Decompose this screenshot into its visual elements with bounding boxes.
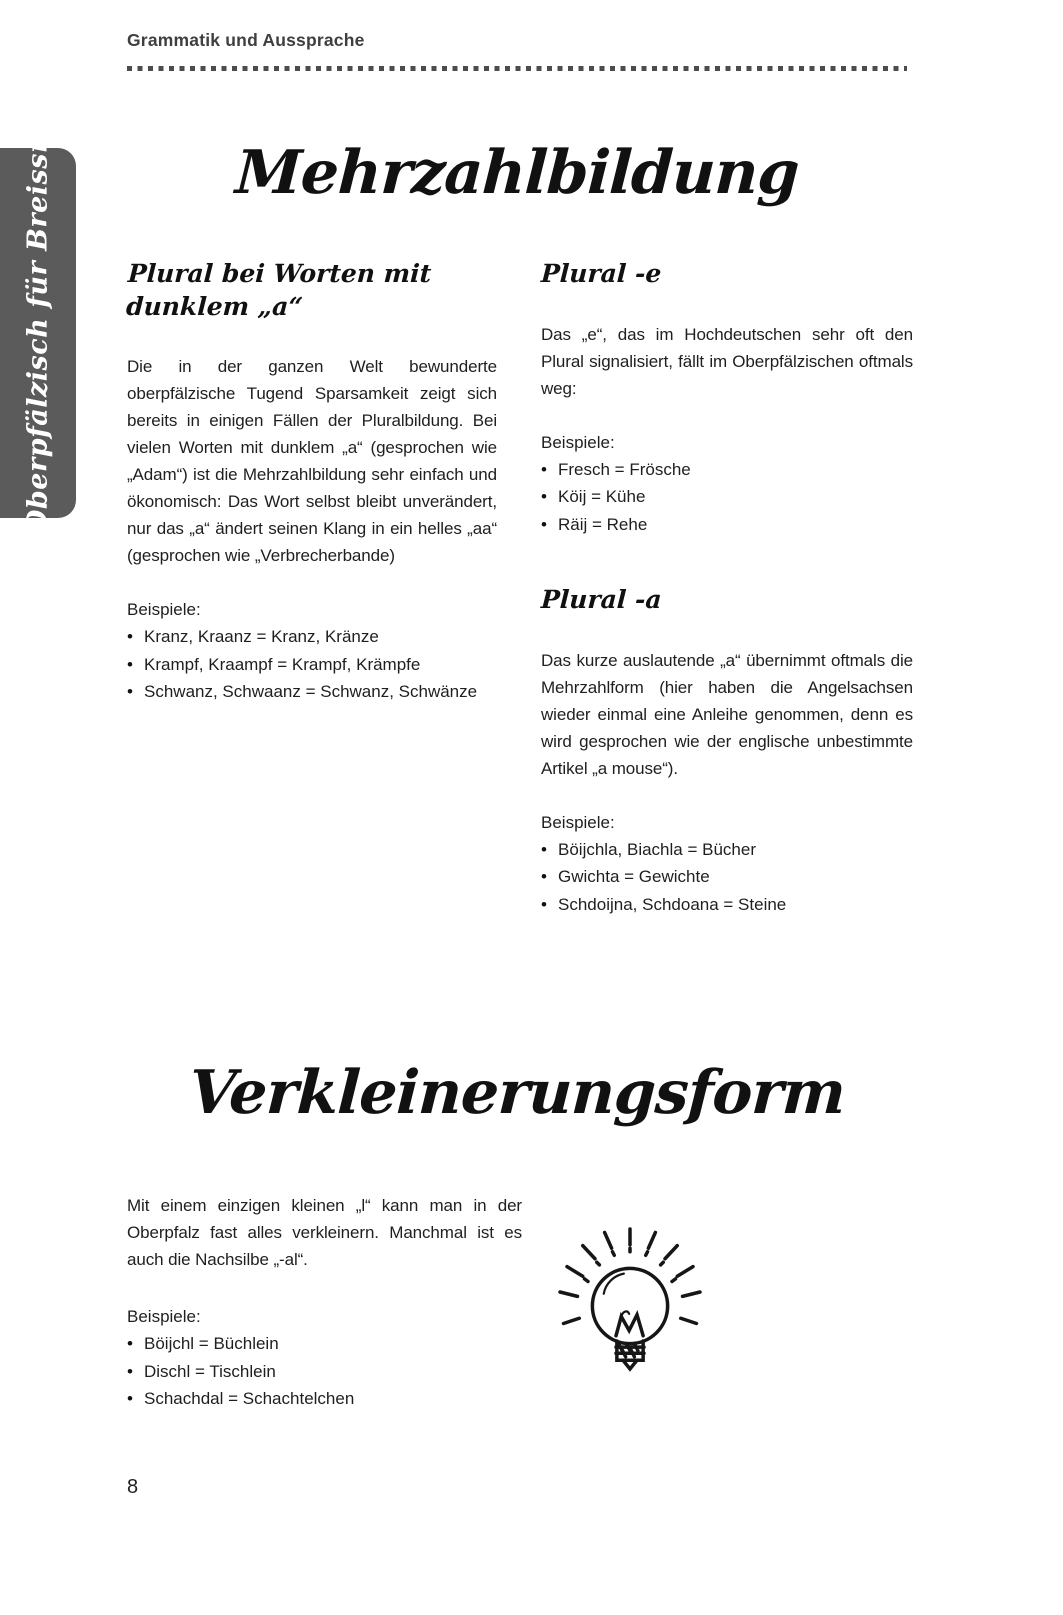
example-item: • Krampf, Kraampf = Krampf, Krämpfe (127, 651, 497, 679)
heading-plural-a: Plural -a (540, 585, 663, 614)
running-header: Grammatik und Aussprache (127, 30, 365, 50)
example-item: • Köij = Kühe (541, 483, 913, 511)
paragraph-plural-e: Das „e“, das im Hochdeutschen sehr oft den Plural signalisiert, fällt im Oberpfälzischen oftmals weg: (541, 324, 913, 398)
example-item: • Schwanz, Schwaanz = Schwanz, Schwänze (127, 678, 497, 706)
example-item: • Räij = Rehe (541, 511, 913, 539)
example-item: • Dischl = Tischlein (127, 1358, 522, 1386)
example-item: • Schdoijna, Schdoana = Steine (541, 891, 913, 919)
sidebar-tab (0, 132, 76, 534)
examples-list-dunkles-a (127, 623, 497, 706)
heading-plural-dunkles-a: Plural bei Worten mit dunklem „a“ (125, 259, 433, 321)
section-title-mehrzahlbildung: Mehrzahlbildung (233, 138, 801, 208)
examples-list-verkleinerung (127, 1330, 522, 1413)
example-item: • Kranz, Kraanz = Kranz, Kränze (127, 623, 497, 651)
lightbulb-icon (540, 1222, 720, 1397)
lightbulb-illustration (540, 1222, 720, 1397)
example-item: • Schachdal = Schachtelchen (127, 1385, 522, 1413)
paragraph-plural-a: Das kurze auslautende „a“ übernimmt oftmals die Mehrzahlform (hier haben die Angelsachsen wieder einmal eine Anleihe genommen, denn es wird gesprochen wie der englische unbestimmte Artikel „a mouse“). (541, 650, 913, 778)
examples-label: Beispiele: (127, 600, 201, 619)
dotted-rule (127, 66, 907, 71)
verkleinerungsform-text (127, 1192, 522, 1413)
example-item: • Böijchl = Büchlein (127, 1330, 522, 1358)
heading-plural-e: Plural -e (540, 259, 663, 288)
paragraph-dunkles-a: Die in der ganzen Welt bewunderte oberpfälzische Tugend Sparsamkeit zeigt sich bereits in einigen Fällen der Pluralbildung. Bei vielen Worten mit dunklem „a“ (gesprochen wie „Adam“) ist die Mehrzahlbildung sehr einfach und ökonomisch: Das Wort selbst bleibt unverändert, nur das „a“ ändert seinen Klang in ein helles „aa“ (gesprochen wie „Verbrecherbande) (127, 357, 497, 565)
left-column (127, 258, 497, 706)
examples-label: Beispiele: (541, 812, 615, 832)
examples-list-plural-e (541, 456, 913, 539)
examples-label: Beispiele: (541, 432, 615, 452)
page-number: 8 (127, 1476, 139, 1498)
example-item: • Gwichta = Gewichte (541, 863, 913, 891)
example-item: • Böijchla, Biachla = Bücher (541, 836, 913, 864)
example-item: • Fresch = Frösche (541, 456, 913, 484)
examples-list-plural-a (541, 836, 913, 919)
section-title-verkleinerungsform: Verkleinerungsform (187, 1058, 847, 1128)
right-column (541, 258, 913, 918)
paragraph-verkleinerung: Mit einem einzigen kleinen „l“ kann man in der Oberpfalz fast alles verkleinern. Manchmal ist es auch die Nachsilbe „-al“. (127, 1196, 522, 1269)
sidebar-tab-label: Oberpfälzisch für Breissn (22, 132, 54, 534)
examples-label: Beispiele: (127, 1307, 201, 1326)
